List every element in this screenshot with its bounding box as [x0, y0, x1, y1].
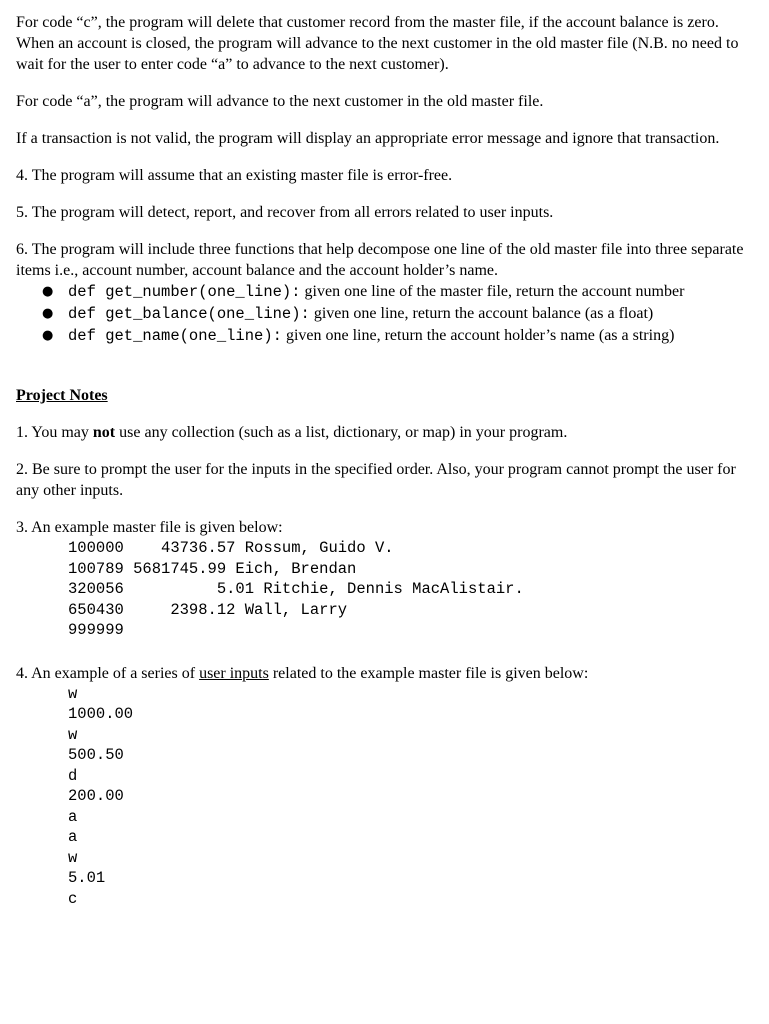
bullet-icon: ● [42, 284, 54, 299]
paragraph-invalid-transaction: If a transaction is not valid, the program will display an appropriate error message and ignore that transaction. [16, 130, 720, 147]
requirement-6: 6. The program will include three functions that help decompose one line of the old master file into three separate items i.e., account number, account balance and the account holder’s name. [16, 241, 744, 279]
project-notes-heading: Project Notes [16, 387, 108, 404]
user-input-line: a [68, 828, 78, 846]
note-1 [16, 422, 755, 443]
bullet-icon: ● [42, 328, 54, 343]
function-signature: def get_number(one_line): [68, 283, 301, 301]
user-input-line: 1000.00 [68, 705, 134, 723]
master-file-line: 100789 5681745.99 Eich, Brendan [68, 559, 357, 578]
function-item [16, 281, 755, 303]
note-1-text-end: use any collection (such as a list, dictionary, or map) in your program. [115, 424, 568, 441]
user-input-line: w [68, 725, 78, 744]
user-input-line: 200.00 [68, 787, 124, 805]
note-4-text-end: related to the example master file is given below: [268, 664, 589, 682]
master-file-line: 320056 5.01 Ritchie, Dennis MacAlistair. [68, 580, 524, 598]
bullet-icon: ● [42, 306, 54, 321]
master-file-line: 999999 [68, 621, 124, 639]
paragraph-code-c: For code “c”, the program will delete that customer record from the master file, if the account balance is zero. When an account is closed, the program will advance to the next customer in the old master file (N.B. no need to wait for the user to enter code “a” to advance to the next customer). [16, 14, 739, 73]
user-input-line: d [68, 766, 78, 785]
note-2: 2. Be sure to prompt the user for the inputs in the specified order. Also, your program cannot prompt the user for any other inputs. [16, 461, 736, 499]
function-item [16, 303, 755, 325]
note-4 [16, 663, 755, 684]
function-signature: def get_name(one_line): [68, 327, 282, 345]
function-description: given one line of the master file, return the account number [300, 283, 685, 300]
user-input-line: w [68, 684, 78, 703]
user-input-line: 500.50 [68, 746, 124, 764]
paragraph-code-a: For code “a”, the program will advance to the next customer in the old master file. [16, 93, 544, 110]
user-input-line: c [68, 889, 78, 908]
note-3: 3. An example master file is given below: [16, 519, 283, 536]
user-input-line: 5.01 [68, 869, 106, 887]
note-1-text: 1. You may [16, 424, 93, 441]
master-file-line: 100000 43736.57 Rossum, Guido V. [68, 539, 394, 557]
note-4-text: 4. An example of a series of [16, 664, 200, 682]
user-inputs-example [16, 684, 755, 910]
user-input-line: w [68, 848, 78, 867]
master-file-line: 650430 2398.12 Wall, Larry [68, 600, 348, 619]
user-inputs-underlined: user inputs [199, 664, 269, 682]
master-file-example [16, 538, 755, 641]
function-signature: def get_balance(one_line): [68, 305, 310, 323]
note-1-emphasis: not [92, 424, 116, 441]
requirement-4: 4. The program will assume that an existing master file is error-free. [16, 167, 453, 184]
function-item [16, 325, 755, 347]
function-description: given one line, return the account holder’s name (as a string) [281, 327, 675, 344]
user-input-line: a [68, 807, 78, 826]
function-description: given one line, return the account balance (as a float) [309, 305, 654, 322]
requirement-5: 5. The program will detect, report, and recover from all errors related to user inputs. [16, 204, 554, 221]
function-list [16, 281, 755, 347]
